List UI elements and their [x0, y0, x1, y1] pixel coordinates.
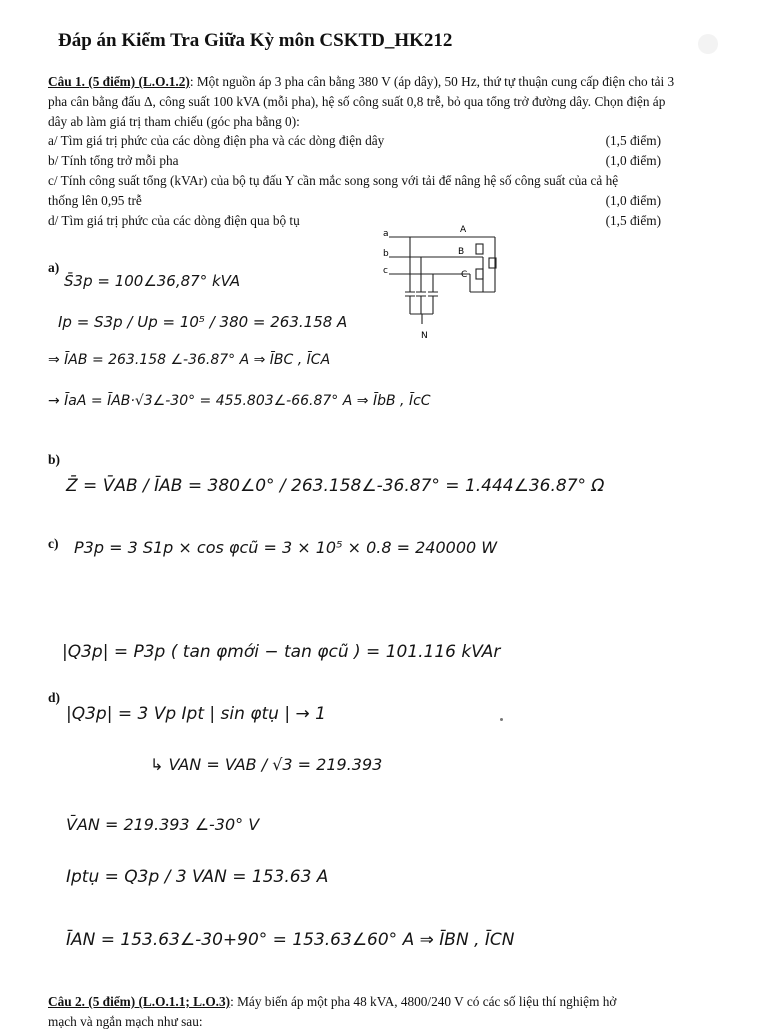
question-2-intro-continued: mạch và ngắn mạch như sau: [48, 1014, 203, 1029]
node-b-label: b [383, 249, 389, 259]
node-a-label: a [383, 229, 389, 239]
star-point [410, 296, 433, 324]
page-title: Đáp án Kiểm Tra Giữa Kỳ môn CSKTD_HK212 [58, 30, 453, 51]
answer-c-line-2: |Q3p| = P3p ( tan φmới − tan φcũ ) = 101.116 kVAr [62, 642, 501, 662]
part-points: (1,0 điểm) [605, 193, 661, 208]
question-1-statement [48, 72, 684, 132]
capacitor-icon [405, 292, 438, 296]
answer-c-label: c) [48, 536, 59, 551]
answer-c-line-1: P3p = 3 S1p × cos φcũ = 3 × 10⁵ × 0.8 = 240000 W [74, 538, 498, 557]
node-C-label: C [461, 270, 468, 280]
answer-d-line-3: V̄AN = 219.393 ∠-30° V [66, 815, 260, 834]
part-text: d/ Tìm giá trị phức của các dòng điện qua bộ tụ [48, 213, 300, 228]
question-part-a [48, 133, 661, 149]
question-part-c [48, 173, 684, 189]
part-points: (1,5 điểm) [605, 213, 661, 228]
load-impedance-ca [476, 269, 483, 279]
answer-d-label: d) [48, 690, 61, 705]
question-part-d [48, 213, 661, 229]
answer-b-label: b) [48, 452, 61, 467]
answer-a-line-4: → ĪaA = ĪAB·√3∠-30° = 455.803∠-66.87° A ⇒ ĪbB , ĪcC [48, 393, 431, 409]
question-2-label: Câu 2. (5 điểm) (L.O.1.1; L.O.3) [48, 994, 231, 1009]
answer-b-line: Z̄ = V̄AB / ĪAB = 380∠0° / 263.158∠-36.87° = 1.444∠36.87° Ω [66, 476, 605, 496]
node-A-label: A [460, 225, 467, 235]
question-2-statement [48, 992, 708, 1032]
answer-d-line-4: Iptụ = Q3p / 3 VAN = 153.63 A [66, 867, 329, 887]
node-N-label: N [421, 331, 428, 341]
part-text: b/ Tính tổng trở mỗi pha [48, 153, 179, 168]
node-B-label: B [458, 247, 465, 257]
question-part-c-continued [48, 193, 661, 209]
question-part-b [48, 153, 661, 169]
circuit-diagram [375, 222, 510, 342]
part-points: (1,5 điểm) [605, 133, 661, 148]
part-text: thống lên 0,95 trễ [48, 193, 142, 208]
part-text: a/ Tìm giá trị phức của các dòng điện pha và các dòng điện dây [48, 133, 385, 148]
node-c-label: c [383, 266, 388, 276]
question-1-label: Câu 1. (5 điểm) (L.O.1.2) [48, 74, 190, 89]
answer-d-line-1: |Q3p| = 3 Vp Ipt | sin φtụ | → 1 [66, 704, 326, 724]
corner-decoration [698, 34, 718, 54]
answer-a-label: a) [48, 260, 60, 275]
answer-a-line-1: S̄3p = 100∠36,87° kVA [64, 272, 241, 290]
capacitor-branches [410, 237, 433, 292]
load-impedance-ab [476, 244, 483, 254]
question-2-intro: : Máy biến áp một pha 48 kVA, 4800/240 V có các số liệu thí nghiệm hở [230, 994, 617, 1009]
part-points: (1,0 điểm) [605, 153, 661, 168]
answer-a-line-2: Ip = S3p / Up = 10⁵ / 380 = 263.158 A [58, 313, 348, 331]
answer-d-line-5: ĪAN = 153.63∠-30+90° = 153.63∠60° A ⇒ ĪBN , ĪCN [66, 930, 515, 950]
stray-dot-icon [500, 718, 503, 721]
answer-a-line-3: ⇒ ĪAB = 263.158 ∠-36.87° A ⇒ ĪBC , ĪCA [48, 352, 331, 368]
question-1-intro: : Một nguồn áp 3 pha cân bằng 380 V (áp dây), 50 Hz, thứ tự thuận cung cấp điện cho tải 3 pha cân bằng đấu Δ, công suất 100 kVA (mỗi pha), hệ số công suất 0,8 trễ, bỏ qua tổng trở đường dây. Chọn điện áp dây ab làm giá trị tham chiếu (góc pha bằng 0): [48, 74, 675, 129]
part-text: c/ Tính công suất tổng (kVAr) của bộ tụ đấu Y cần mắc song song với tải để nâng hệ số công suất của cả hệ [48, 173, 619, 188]
answer-d-line-2: ↳ VAN = VAB / √3 = 219.393 [150, 755, 383, 774]
